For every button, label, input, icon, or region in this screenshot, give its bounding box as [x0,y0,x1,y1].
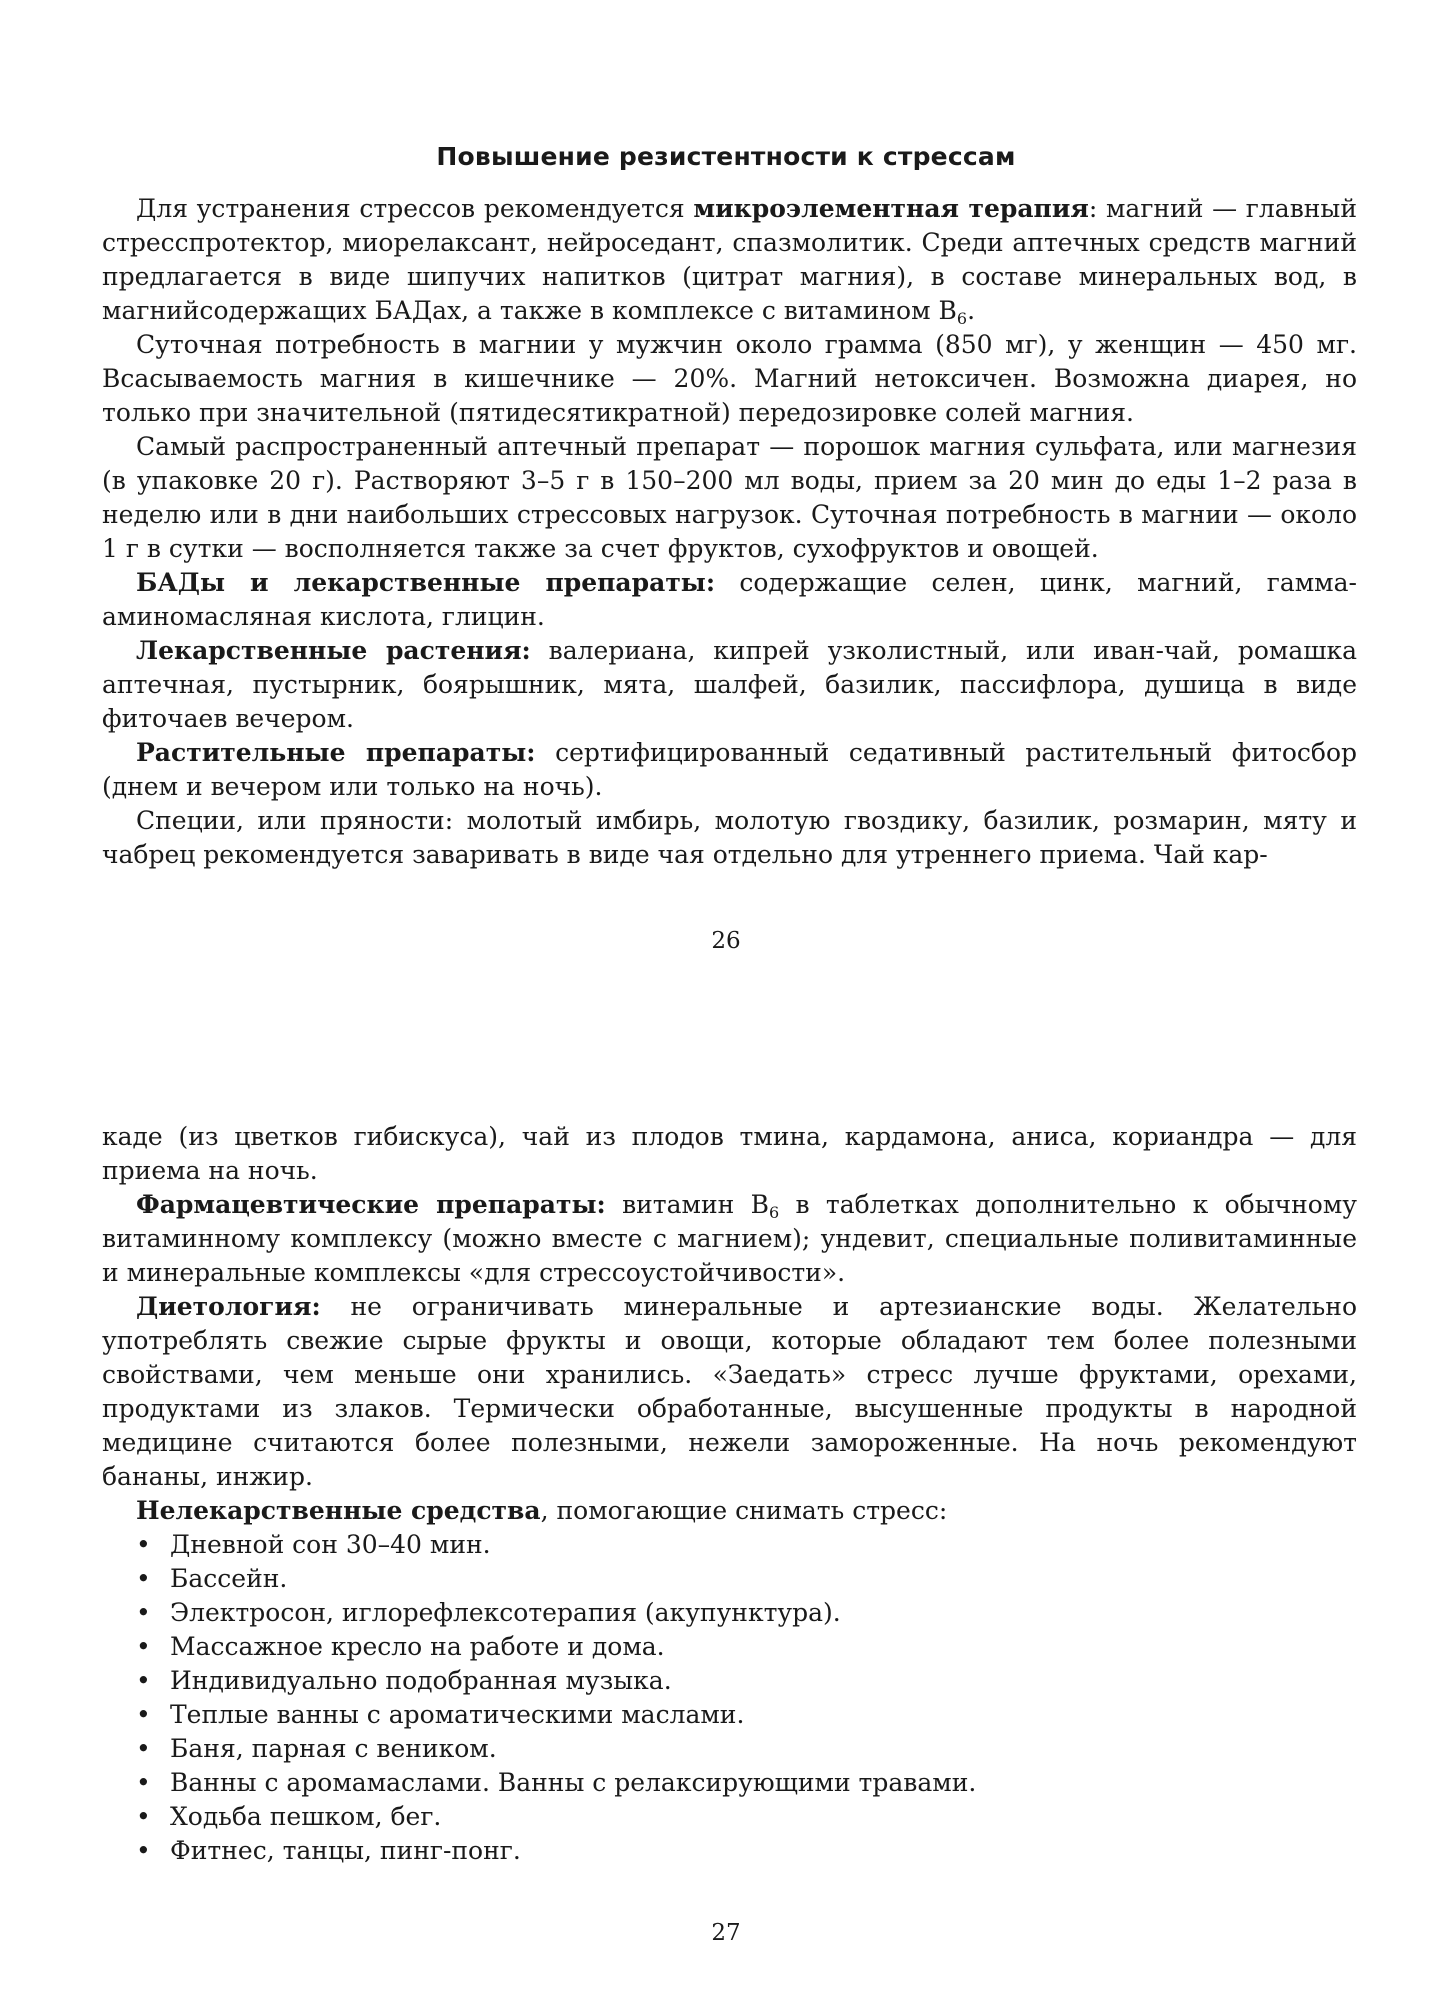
section-heading: Повышение резистентности к стрессам [436,142,1016,171]
paragraph-herbal-preparations: Растительные препараты: сертифицированный седативный растительный фитосбор (днем и вечером или только на ночь). [102,738,1357,801]
list-item: • Ходьба пешком, бег. [136,1800,1357,1834]
list-item: • Электросон, иглорефлексотерапия (акупунктура). [136,1596,1357,1630]
paragraph-herbs: Лекарственные растения: валериана, кипрей узколистный, или иван-чай, ромашка аптечная, пустырник, боярышник, мята, шалфей, базилик, пассифлора, душица в виде фиточаев вечером. [102,636,1357,733]
list-item: • Индивидуально подобранная музыка. [136,1664,1357,1698]
list-item: • Дневной сон 30–40 мин. [136,1528,1357,1562]
page-26-body [102,192,1357,872]
paragraph-continuation: каде (из цветков гибискуса), чай из плодов тмина, кардамона, аниса, кориандра — для приема на ночь. [102,1122,1357,1185]
list-item: • Бассейн. [136,1562,1357,1596]
page-27 [0,1000,1452,2000]
bold-term: Фармацевтические препараты: [136,1190,606,1219]
page-27-body [102,1120,1357,1868]
bold-term: Растительные препараты: [136,738,536,767]
list-item: • Баня, парная с веником. [136,1732,1357,1766]
list-item: • Теплые ванны с ароматическими маслами. [136,1698,1357,1732]
list-item: • Ванны с аромамаслами. Ванны с релаксирующими травами. [136,1766,1357,1800]
bold-term: Лекарственные растения: [136,636,531,665]
bold-term: Нелекарственные средства [136,1496,541,1525]
bold-term: Диетология: [136,1292,321,1321]
bold-term: БАДы и лекарственные препараты: [136,568,716,597]
page-number: 27 [711,1920,741,1946]
paragraph-magnesium-therapy: Для устранения стрессов рекомендуется микроэлементная терапия: магний — главный стресспротектор, миорелаксант, нейроседант, спазмолитик. Среди аптечных средств магний предлагается в виде шипучих напитков (цитрат магния), в составе минеральных вод, в магнийсодержащих БАДах, а также в комплексе с витамином $B_6$. [102,194,1357,328]
page-number: 26 [711,928,741,954]
non-drug-list [102,1528,1357,1868]
bold-term: микроэлементная терапия [693,194,1089,223]
paragraph-pharmaceuticals: Фармацевтические препараты: витамин $B_6$ в таблетках дополнительно к обычному витаминному комплексу (можно вместе с магнием); ундевит, специальные поливитаминные и минеральные комплексы «для стрессоустойчивости». [102,1190,1358,1287]
paragraph-supplements: БАДы и лекарственные препараты: содержащие селен, цинк, магний, гамма-аминомасляная кислота, глицин. [102,568,1357,631]
list-item: • Фитнес, танцы, пинг-понг. [136,1834,1357,1868]
paragraph-non-drug: Нелекарственные средства, помогающие снимать стресс: [136,1496,948,1525]
paragraph-daily-need: Суточная потребность в магнии у мужчин около грамма (850 мг), у женщин — 450 мг. Всасываемость магния в кишечнике — 20%. Магний нетоксичен. Возможна диарея, но только при значительной (пятидесятикратной) передозировке солей магния. [102,330,1357,427]
list-item: • Массажное кресло на работе и дома. [136,1630,1357,1664]
paragraph-magnesia: Самый распространенный аптечный препарат — порошок магния сульфата, или магнезия (в упаковке 20 г). Растворяют 3–5 г в 150–200 мл воды, прием за 20 мин до еды 1–2 раза в неделю или в дни наибольших стрессовых нагрузок. Суточная потребность в магнии — около 1 г в сутки — восполняется также за счет фруктов, сухофруктов и овощей. [102,432,1357,563]
paragraph-dietology: Диетология: не ограничивать минеральные и артезианские воды. Желательно употреблять свежие сырые фрукты и овощи, которые обладают тем более полезными свойствами, чем меньше они хранились. «Заедать» стресс лучше фруктами, орехами, продуктами из злаков. Термически обработанные, высушенные продукты в народной медицине считаются более полезными, нежели замороженные. На ночь рекомендуют бананы, инжир. [102,1292,1357,1491]
paragraph-spices: Специи, или пряности: молотый имбирь, молотую гвоздику, базилик, розмарин, мяту и чабрец рекомендуется заваривать в виде чая отдельно для утреннего приема. Чай кар- [102,806,1357,869]
